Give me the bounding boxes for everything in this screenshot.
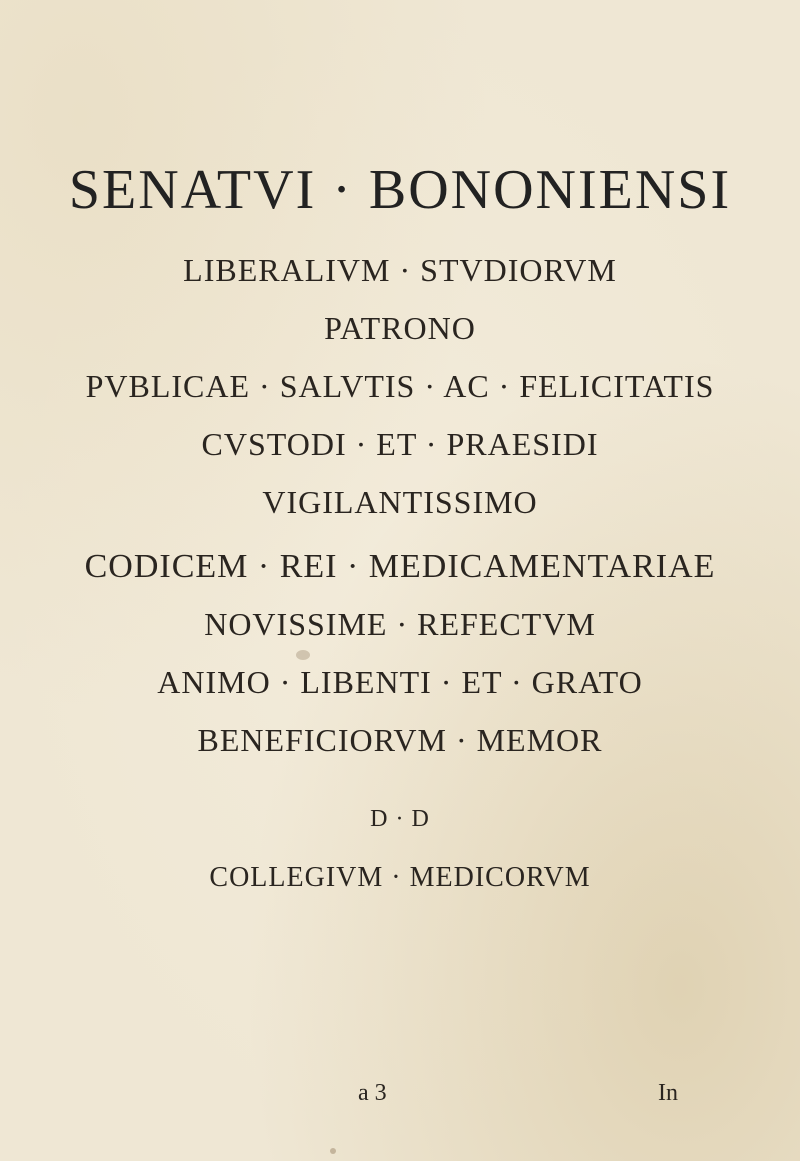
dedication-line: CODICEM · REI · MEDICAMENTARIAE xyxy=(84,548,716,585)
dedication-line: CVSTODI · ET · PRAESIDI xyxy=(201,426,599,462)
dedicatee-heading: SENATVI · BONONIENSI xyxy=(68,159,732,221)
ink-blot xyxy=(330,1148,336,1154)
dedicator-abbreviation: D · D xyxy=(370,806,430,832)
dedication-line: BENEFICIORVM · MEMOR xyxy=(197,722,603,758)
catchword: In xyxy=(658,1080,678,1106)
dedication-line: NOVISSIME · REFECTVM xyxy=(204,606,596,642)
dedication-line: VIGILANTISSIMO xyxy=(262,484,538,520)
dedication-line: PVBLICAE · SALVTIS · AC · FELICITATIS xyxy=(85,368,715,404)
signature-mark: a 3 xyxy=(358,1080,387,1106)
dedicator-line: COLLEGIVM · MEDICORVM xyxy=(209,862,591,893)
dedication-line: ANIMO · LIBENTI · ET · GRATO xyxy=(157,664,643,700)
dedication-line: PATRONO xyxy=(324,310,476,346)
dedication-line: LIBERALIVM · STVDIORVM xyxy=(183,252,617,288)
ink-blot xyxy=(296,650,310,660)
